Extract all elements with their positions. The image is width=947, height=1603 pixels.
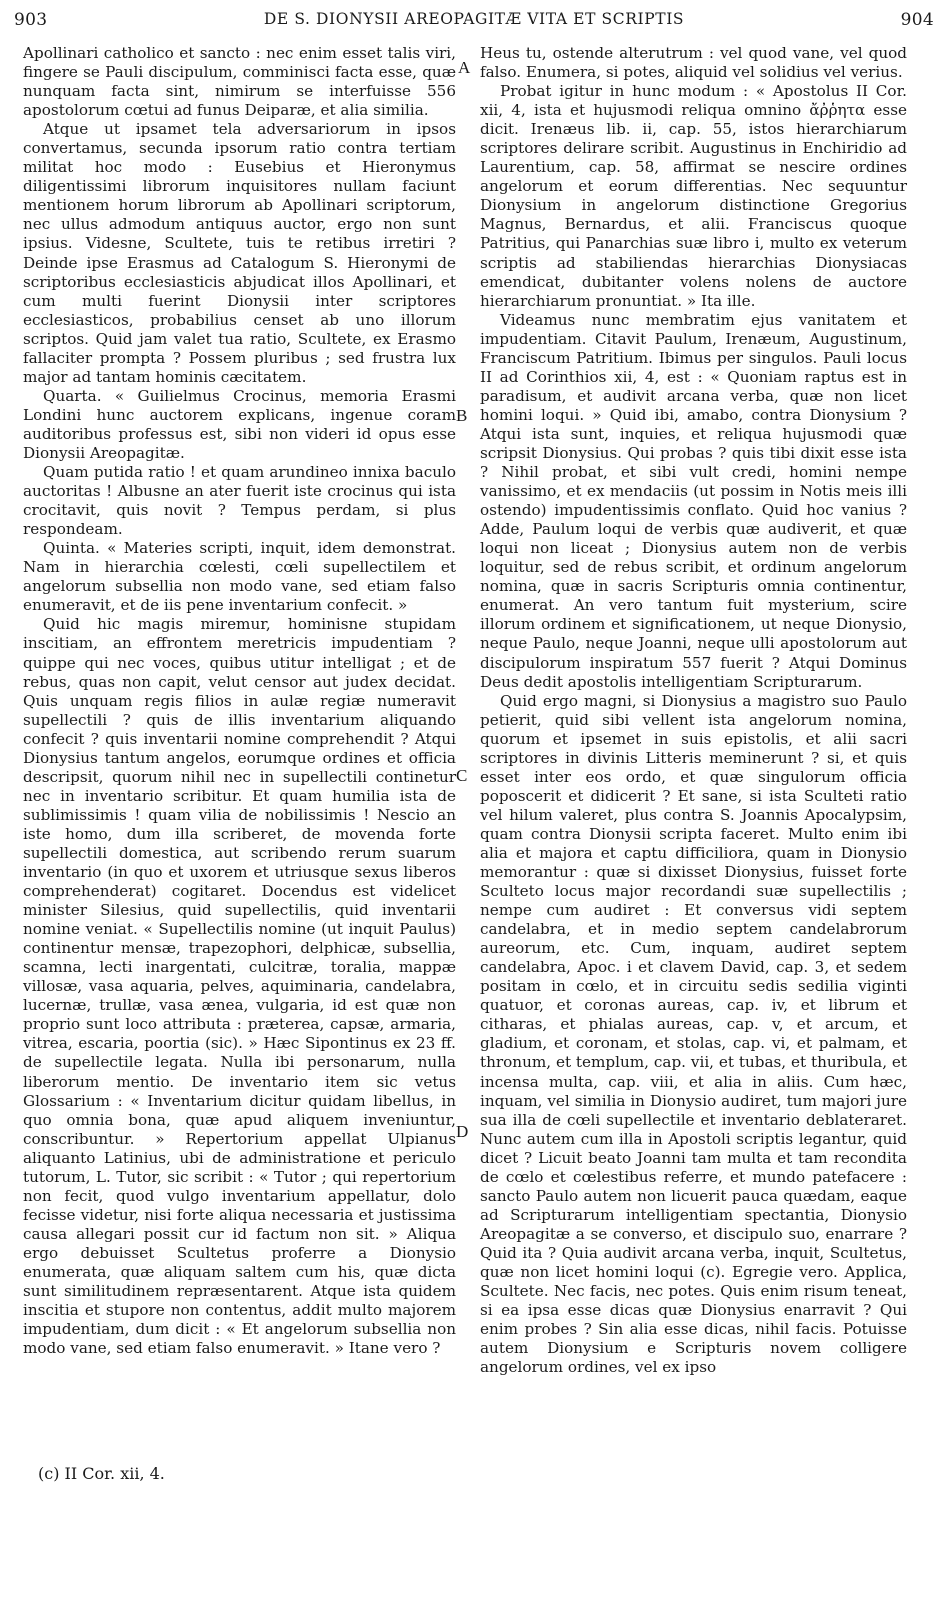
- paragraph: Quam putida ratio ! et quam arundineo innixa baculo auctoritas ! Albusne an ater fuerit iste crocinus qui ista crocitavit, quis novit ? Tempus perdam, si plus respondeam.: [23, 463, 456, 539]
- paragraph: Atque ut ipsamet tela adversariorum in ipsos convertamus, secunda ipsorum ratio contra tertiam militat hoc modo : Eusebius et Hieronymus diligentissimi librorum inquisitores nullam faciunt mentionem horum librorum ab Apollinari scriptorum, nec ullus admodum antiquus auctor, ergo non sunt ipsius. Videsne, Scultete, tuis te retibus irretiri ? Deinde ipse Erasmus ad Catalogum S. Hieronymi de scriptoribus ecclesiasticis abjudicat illos Apollinari, et cum multi fuerint Dionysii inter scriptores ecclesiasticos, probabilius censet ab uno illorum scriptos. Quid jam valet tua ratio, Scultete, ex Erasmo fallaciter prompta ? Possem pluribus ; sed frustra lux major ad tantam hominis cæcitatem.: [23, 120, 456, 386]
- page-header: [14, 10, 934, 34]
- margin-letter-b: B: [456, 406, 468, 425]
- paragraph: Probat igitur in hunc modum : « Apostolus II Cor. xii, 4, ista et hujusmodi reliqua omnino ἄῤῥητα esse dicit. Irenæus lib. ii, cap. 55, istos hierarchiarum scriptores delirare scribit. Augustinus in Enchiridio ad Laurentium, cap. 58, affirmat se nescire ordines angelorum et eorum differentias. Nec sequuntur Dionysium in angelorum distinctione Gregorius Magnus, Bernardus, et alii. Franciscus quoque Patritius, qui Panarchias suæ libro i, multo ex veterum scriptis ad stabiliendas hierarchias Dionysiacas emendicat, dubitanter volens nolens de auctore hierarchiarum pronuntiat. » Ita ille.: [480, 82, 907, 310]
- paragraph: Quinta. « Materies scripti, inquit, idem demonstrat. Nam in hierarchia cœlesti, cœli supellectilem et angelorum subsellia non modo vane, sed etiam falso enumeravit, et de iis pene inventarium confecit. »: [23, 539, 456, 615]
- paragraph: Quarta. « Guilielmus Crocinus, memoria Erasmi Londini hunc auctorem explicans, ingenue coram auditoribus professus est, sibi non videri id opus esse Dionysii Areopagitæ.: [23, 386, 456, 462]
- paragraph: Videamus nunc membratim ejus vanitatem et impudentiam. Citavit Paulum, Irenæum, Augustinum, Franciscum Patritium. Ibimus per singulos. Pauli locus II ad Corinthios xii, 4, est : « Quoniam raptus est in paradisum, et audivit arcana verba, quæ non licet homini loqui. » Quid ibi, amabo, contra Dionysium ? Atqui ista sunt, inquies, et reliqua hujusmodi quæ scripsit Dionysius. Qui probas ? quis tibi dixit esse ista ? Nihil probat, et sibi vult credi, homini nempe vanissimo, et ex mendaciis (ut possim in Notis meis illi ostendo) impudentissimis conflato. Quid hoc vanius ? Adde, Paulum loqui de verbis quæ audiverit, et quæ loqui non liceat ; Dionysius autem non de verbis loquitur, sed de rebus scribit, et ordinum angelorum nomina, quæ in sacris Scripturis omnia continentur, enumerat. An vero tantum fuit mysterium, scire illorum ordinem et significationem, ut neque Dionysio, neque Paulo, neque Joanni, neque ulli apostolorum aut discipulorum inspiratum 557 fuerit ? Atqui Dominus Deus dedit apostolis intelligentiam Scripturarum.: [480, 310, 907, 691]
- margin-letter-a: A: [458, 58, 471, 77]
- margin-letter-d: D: [456, 1122, 469, 1141]
- page-number-left: 903: [14, 10, 48, 30]
- paragraph: Quid hic magis miremur, hominisne stupidam inscitiam, an effrontem meretricis impudentiam ? quippe qui nec voces, quibus utitur intelligat ; et de rebus, quas non capit, velut censor aut judex decidat. Quis unquam regis filios in aulæ regiæ numeravit supellectili ? quis de illis inventarium aliquando confecit ? quis inventarii nomine comprehendit ? Atqui Dionysius tantum angelos, eorumque ordines et officia descripsit, quorum nihil nec in supellectili continetur nec in inventario scribitur. Et quam humilia ista de sublimissimis ! quam vilia de nobilissimis ! Nescio an iste homo, dum illa scriberet, de movenda forte supellectili domestica, aut scribendo rerum suarum inventario (in quo et uxorem et utriusque sexus liberos comprehenderat) cogitaret. Docendus est videlicet minister Silesius, quid supellectilis, quid inventarii nomine veniat. « Supellectilis nomine (ut inquit Paulus) continentur mensæ, trapezophori, delphicæ, subsellia, scamna, lecti inargentati, culcitræ, toralia, mappæ villosæ, vasa aquaria, pelves, aquiminaria, candelabra, lucernæ, trullæ, vasa ænea, vulgaria, id est quæ non proprio sunt loco attributa : præterea, capsæ, armaria, vitrea, escaria, poortia (sic). » Hæc Sipontinus ex 23 ff. de supellectile legata. Nulla ibi personarum, nulla liberorum mentio. De inventario item sic vetus Glossarium : « Inventarium dicitur quidam libellus, in quo omnia bona, quæ apud aliquem inveniuntur, conscribuntur. » Repertorium appellat Ulpianus aliquanto Latinius, ubi de administratione et periculo tutorum, L. Tutor, sic scribit : « Tutor ; qui repertorium non fecit, quod vulgo inventarium appellatur, dolo fecisse videtur, nisi forte aliqua necessaria et justissima causa allegari possit cur id factum non sit. » Aliqua ergo debuisset Scultetus proferre a Dionysio enumerata, quæ aliquam saltem cum his, quæ dicta sunt similitudinem repræsentarent. Atque ista quidem inscitia et stupore non contentus, addit multo majorem impudentiam, dum dicit : « Et angelorum subsellia non modo vane, sed etiam falso enumeravit. » Itane vero ?: [23, 615, 456, 1358]
- paragraph: Apollinari catholico et sancto : nec enim esset talis viri, fingere se Pauli discipulum, comminisci facta esse, quæ nunquam facta sint, nimirum se interfuisse 556 apostolorum cœtui ad funus Deiparæ, et alia similia.: [23, 44, 456, 120]
- page-number-right: 904: [900, 10, 934, 30]
- left-column: [23, 44, 456, 1358]
- paragraph: Quid ergo magni, si Dionysius a magistro suo Paulo petierit, quid sibi vellent ista angelorum nomina, quorum et ipsemet in suis epistolis, et alii sacri scriptores in divinis Litteris meminerunt ? si, et quis esset inter eos ordo, et quæ singulorum officia poposcerit et didicerit ? Et sane, si ista Sculteti ratio vel hilum valeret, plus contra S. Joannis Apocalypsim, quam contra Dionysii scripta faceret. Multo enim ibi alia et majora et captu difficiliora, quam in Dionysio memorantur : quæ si dixisset Dionysius, fuisset forte Sculteto locus major recordandi suæ supellectilis ; nempe cum audiret : Et conversus vidi septem candelabra, et in medio septem candelabrorum aureorum, etc. Cum, inquam, audiret septem candelabra, Apoc. i et clavem David, cap. 3, et sedem positam in cœlo, et in circuitu sedis sedilia viginti quatuor, et coronas aureas, cap. iv, et librum et citharas, et phialas aureas, cap. v, et arcum, et gladium, et coronam, et stolas, cap. vi, et palmam, et thronum, et templum, cap. vii, et tubas, et thuribula, et incensa multa, cap. viii, et alia in aliis. Cum hæc, inquam, vel similia in Dionysio audiret, tum majori jure sua illa de cœli supellectile et inventario deblateraret. Nunc autem cum illa in Apostoli scriptis legantur, quid dicet ? Licuit beato Joanni tam multa et tam recondita de cœlo et cœlestibus referre, et mundo patefacere : sancto Paulo autem non licuerit pauca quædam, eaque ad Scripturarum intelligentiam spectantia, Dionysio Areopagitæ a se converso, et discipulo suo, enarrare ? Quid ita ? Quia audivit arcana verba, inquit, Scultetus, quæ non licet homini loqui (c). Egregie vero. Applica, Scultete. Nec facis, nec potes. Quis enim risum teneat, si ea ipsa esse dicas quæ Dionysius enarravit ? Qui enim probes ? Sin alia esse dicas, nihil facis. Potuisse autem Dionysium e Scripturis novem colligere angelorum ordines, vel ex ipso: [480, 691, 907, 1377]
- paragraph: Heus tu, ostende alterutrum : vel quod vane, vel quod falso. Enumera, si potes, aliquid vel solidius vel verius.: [480, 44, 907, 82]
- margin-letter-c: C: [456, 766, 468, 785]
- running-title: DE S. DIONYSII AREOPAGITÆ VITA ET SCRIPTIS: [263, 10, 685, 28]
- footnote: (c) II Cor. xii, 4.: [38, 1464, 165, 1483]
- right-column: [480, 44, 907, 1377]
